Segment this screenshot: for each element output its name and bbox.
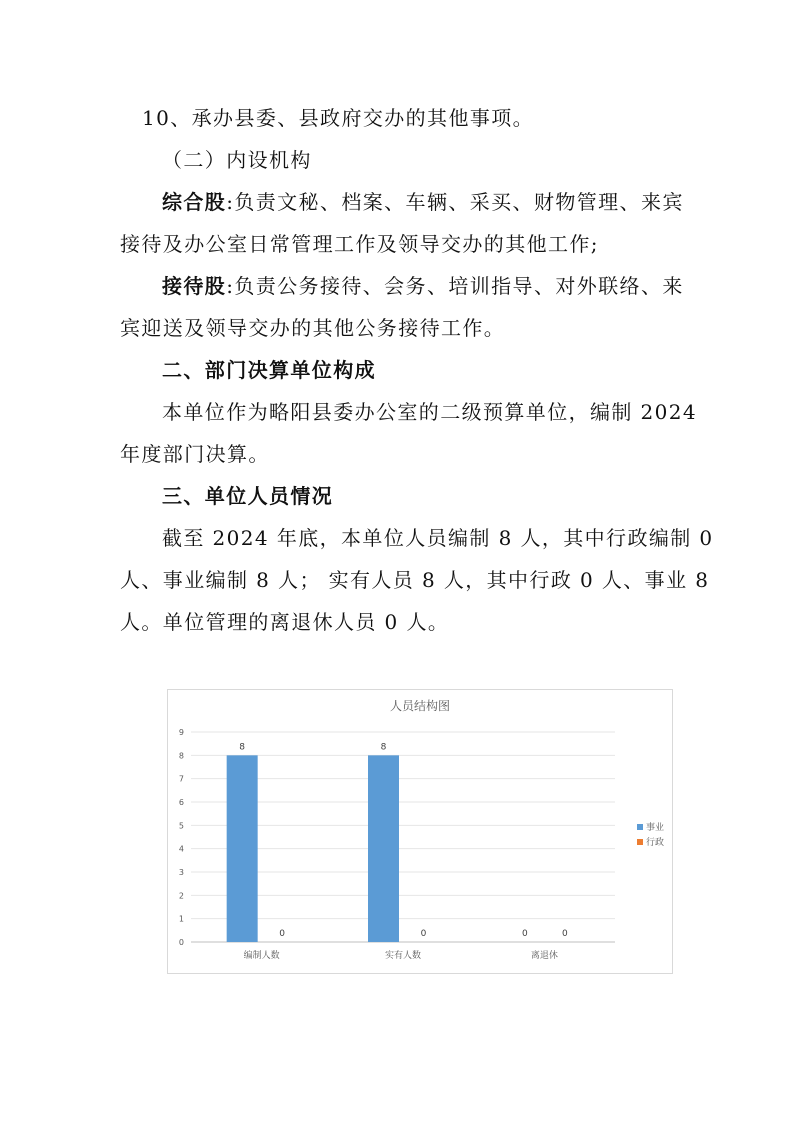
data-label: 0 <box>561 929 568 939</box>
y-tick-label: 2 <box>178 891 184 901</box>
chart-y-axis <box>179 728 184 947</box>
data-label: 8 <box>239 742 246 753</box>
legend-label: 事业 <box>646 823 665 833</box>
section-3-line3: 人。单位管理的离退休人员 0 人。 <box>120 610 450 634</box>
item-10-text: 10、承办县委、县政府交办的其他事项。 <box>142 106 535 130</box>
jiedai-text: :负责公务接待、会务、培训指导、对外联络、来 <box>226 274 684 298</box>
chart-title: 人员结构图 <box>389 699 451 713</box>
y-tick-label: 5 <box>178 821 184 831</box>
zonghe-paragraph-line2: 接待及办公室日常管理工作及领导交办的其他工作; <box>120 232 599 256</box>
section-3-line1: 截至 2024 年底，本单位人员编制 8 人，其中行政编制 0 <box>162 526 714 550</box>
bar-事业 <box>227 755 258 942</box>
y-tick-label: 3 <box>178 868 184 877</box>
zonghe-text: :负责文秘、档案、车辆、采买、财物管理、来宾 <box>226 190 684 214</box>
y-tick-label: 9 <box>178 728 184 737</box>
chart-x-axis <box>244 949 558 961</box>
data-label: 0 <box>279 929 286 939</box>
data-label: 0 <box>420 929 427 939</box>
x-category-label: 编制人数 <box>243 951 280 961</box>
data-label: 0 <box>521 929 528 939</box>
legend-swatch-事业 <box>637 824 643 830</box>
y-tick-label: 7 <box>178 774 184 784</box>
x-category-label: 离退休 <box>530 951 558 961</box>
jiedai-label: 接待股 <box>162 274 227 298</box>
jiedai-paragraph-line2: 宾迎送及领导交办的其他公务接待工作。 <box>120 316 506 340</box>
zonghe-paragraph-line1 <box>162 188 684 216</box>
bar-事业 <box>368 755 399 942</box>
section-2-line1: 本单位作为略阳县委办公室的二级预算单位，编制 2024 <box>162 400 698 424</box>
section-3-line2: 人、事业编制 8 人； 实有人员 8 人，其中行政 0 人、事业 8 <box>120 568 710 592</box>
chart-legend <box>637 821 664 848</box>
y-tick-label: 6 <box>178 798 184 807</box>
y-tick-label: 8 <box>178 751 184 761</box>
section-3-heading: 三、单位人员情况 <box>162 484 334 508</box>
chart-data-labels <box>239 742 568 939</box>
staff-structure-chart <box>167 689 673 974</box>
zonghe-label: 综合股 <box>162 190 227 214</box>
subsection-heading-internal-units: （二）内设机构 <box>162 148 312 172</box>
jiedai-paragraph-line1 <box>162 272 684 300</box>
y-tick-label: 1 <box>178 914 184 924</box>
chart-canvas <box>168 690 672 973</box>
x-category-label: 实有人数 <box>384 951 422 961</box>
y-tick-label: 0 <box>178 938 184 947</box>
legend-swatch-行政 <box>637 839 643 845</box>
section-2-heading: 二、部门决算单位构成 <box>162 358 376 382</box>
section-2-line2: 年度部门决算。 <box>120 442 270 466</box>
data-label: 8 <box>380 742 387 753</box>
y-tick-label: 4 <box>178 844 184 854</box>
legend-label: 行政 <box>646 838 665 848</box>
